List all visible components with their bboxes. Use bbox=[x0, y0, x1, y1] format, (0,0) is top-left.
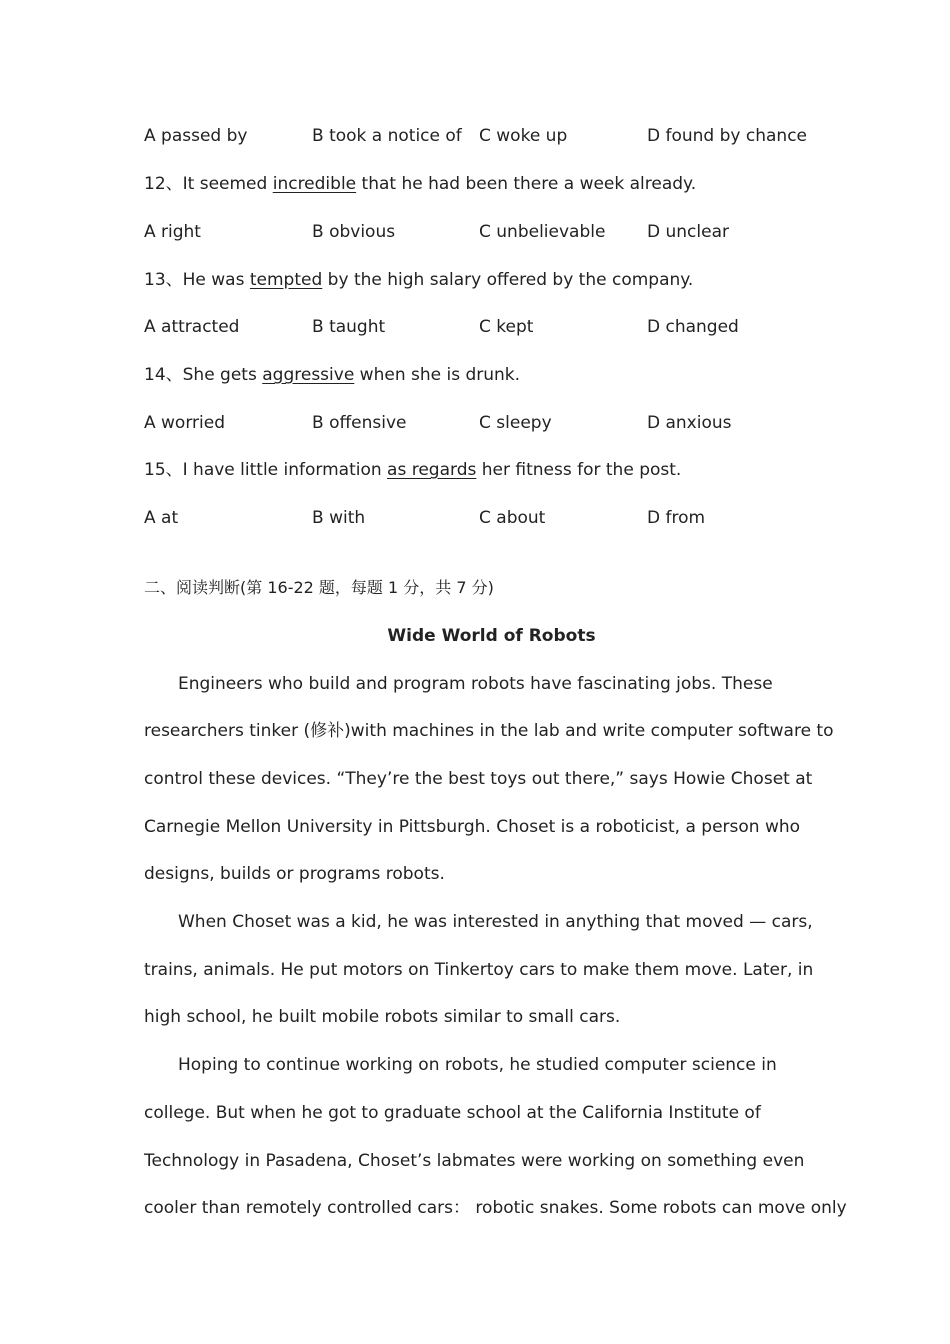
q15-prefix: 15、I have little information bbox=[144, 460, 388, 480]
q13-suffix: by the high salary offered by the company. bbox=[322, 270, 694, 290]
q11-option-d: D found by chance bbox=[647, 126, 807, 146]
q14-option-d: D anxious bbox=[647, 413, 732, 433]
article-line: Technology in Pasadena, Choset’s labmates were working on something even bbox=[144, 1151, 805, 1171]
q12-option-d: D unclear bbox=[647, 222, 729, 242]
q14-option-a: A worried bbox=[144, 413, 225, 433]
q11-option-a: A passed by bbox=[144, 126, 248, 146]
q13-question bbox=[144, 268, 824, 292]
q13-prefix: 13、He was bbox=[144, 270, 250, 290]
q12-suffix: that he had been there a week already. bbox=[356, 174, 697, 194]
q12-prefix: 12、It seemed bbox=[144, 174, 273, 194]
q12-question bbox=[144, 172, 824, 196]
q14-question bbox=[144, 363, 824, 387]
article-line: control these devices. “They’re the best toys out there,” says Howie Choset at bbox=[144, 769, 813, 789]
section-heading: 二、阅读判断(第 16-22 题，每题 1 分，共 7 分) bbox=[144, 578, 494, 597]
q14-prefix: 14、She gets bbox=[144, 365, 263, 385]
q15-option-b: B with bbox=[312, 508, 366, 528]
q12-option-c: C unbelievable bbox=[479, 222, 606, 242]
article-line: designs, builds or programs robots. bbox=[144, 864, 445, 884]
q13-option-a: A attracted bbox=[144, 317, 240, 337]
q15-option-d: D from bbox=[647, 508, 706, 528]
q14-option-c: C sleepy bbox=[479, 413, 552, 433]
article-line: college. But when he got to graduate school at the California Institute of bbox=[144, 1103, 761, 1123]
article-line: Hoping to continue working on robots, he studied computer science in bbox=[178, 1055, 777, 1075]
q12-option-a: A right bbox=[144, 222, 201, 242]
article-line: Engineers who build and program robots have fascinating jobs. These bbox=[178, 674, 773, 694]
article-line: researchers tinker (修补)with machines in the lab and write computer software to bbox=[144, 721, 834, 741]
q13-option-d: D changed bbox=[647, 317, 739, 337]
q14-term: aggressive bbox=[262, 365, 355, 385]
q12-term: incredible bbox=[272, 174, 357, 194]
q14-suffix: when she is drunk. bbox=[354, 365, 521, 385]
q13-term: tempted bbox=[249, 270, 323, 290]
article-line: trains, animals. He put motors on Tinkertoy cars to make them move. Later, in bbox=[144, 960, 814, 980]
article-line: When Choset was a kid, he was interested in anything that moved — cars, bbox=[178, 912, 813, 932]
q13-option-b: B taught bbox=[312, 317, 386, 337]
q15-option-c: C about bbox=[479, 508, 546, 528]
article-title: Wide World of Robots bbox=[387, 626, 596, 646]
q14-option-b: B offensive bbox=[312, 413, 407, 433]
q11-option-c: C woke up bbox=[479, 126, 568, 146]
q11-option-b: B took a notice of bbox=[312, 126, 462, 146]
article-line: high school, he built mobile robots similar to small cars. bbox=[144, 1007, 621, 1027]
q15-suffix: her fitness for the post. bbox=[476, 460, 682, 480]
q15-option-a: A at bbox=[144, 508, 179, 528]
q13-option-c: C kept bbox=[479, 317, 534, 337]
article-line: Carnegie Mellon University in Pittsburgh. Choset is a roboticist, a person who bbox=[144, 817, 801, 837]
q15-term: as regards bbox=[387, 460, 477, 480]
q12-option-b: B obvious bbox=[312, 222, 396, 242]
q15-question bbox=[144, 458, 824, 482]
article-line: cooler than remotely controlled cars： robotic snakes. Some robots can move only bbox=[144, 1198, 847, 1218]
